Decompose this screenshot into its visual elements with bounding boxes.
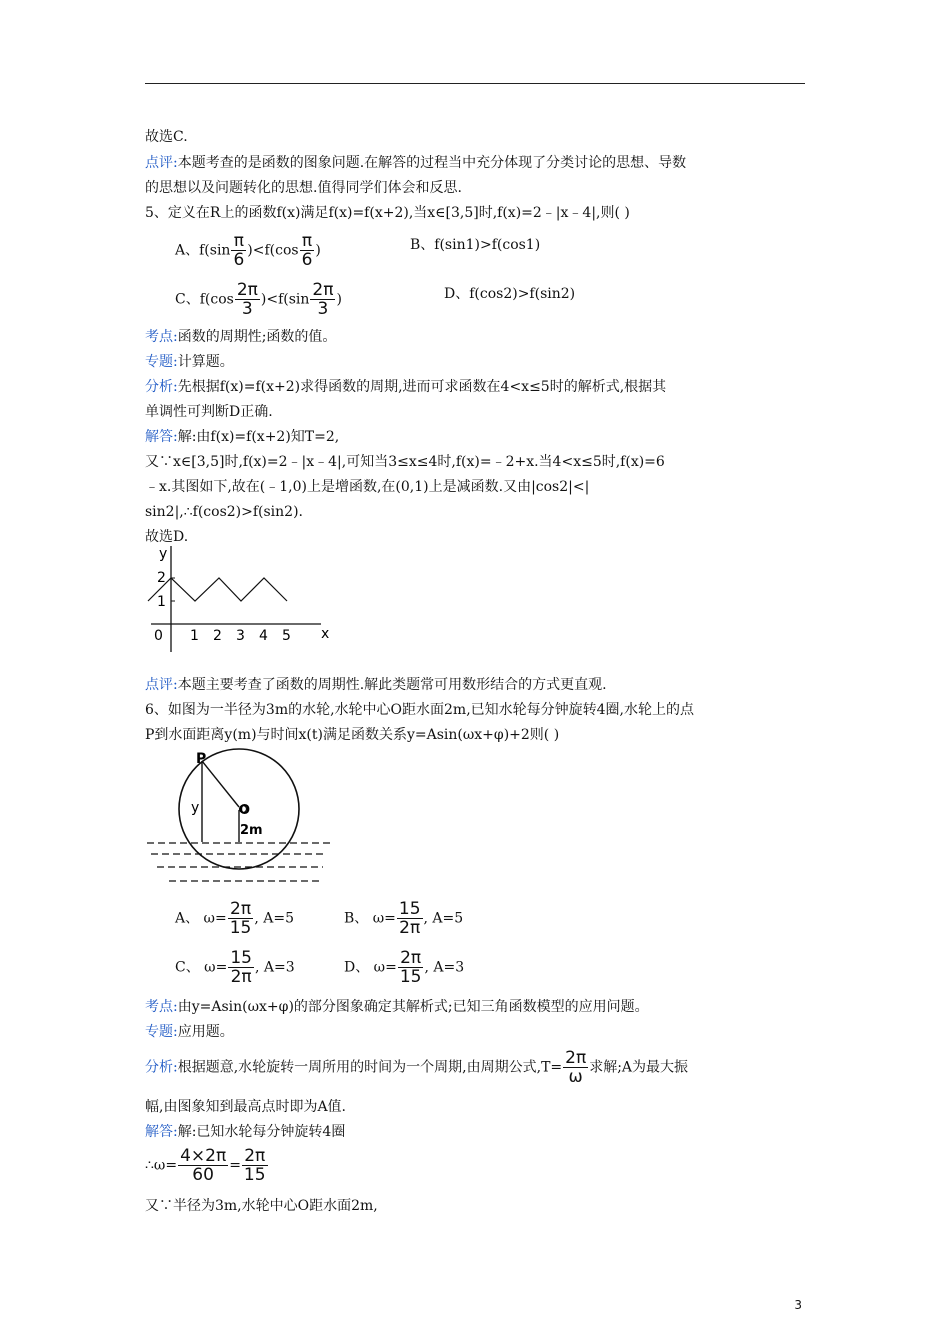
header-rule <box>145 83 805 84</box>
q5-guxuan-d: 故选D. <box>145 529 189 545</box>
comment-text: 本题考查的是函数的图象问题.在解答的过程当中充分体现了分类讨论的思想、导数 <box>177 155 687 171</box>
xtick-0: 0 <box>154 628 163 644</box>
q6-zhuanti: 专题:应用题。 <box>145 1024 234 1040</box>
label-jieda: 解答: <box>145 1124 178 1140</box>
line-comment-cont: 的思想以及问题转化的思想.值得同学们体会和反思. <box>145 180 462 196</box>
q6-option-a: A、 ω= $\frac{2\pi}{15}$ , A=5 <box>175 899 295 938</box>
q5-kaodian: 考点:函数的周期性;函数的值。 <box>145 329 337 345</box>
page-number: 3 <box>794 1298 802 1312</box>
ytick-1: 1 <box>157 594 166 610</box>
q5-jieda: 解答:解:由f(x)=f(x+2)知T=2, <box>145 429 340 445</box>
q5-option-b: B、f(sin1)>f(cos1) <box>410 237 541 253</box>
fraction-2pi-over-3: $\frac{2\pi}{3}$ <box>236 280 258 319</box>
q5-pingjia: 点评:本题主要考查了函数的周期性.解此类题常可用数形结合的方式更直观. <box>145 677 607 693</box>
label-dianping: 点评: <box>145 677 178 693</box>
label-fenxi: 分析: <box>145 379 178 395</box>
q5-option-a: A、f(sin $\frac{\pi}{6}$ )<f(cos $\frac{\pi}{6}$ ) <box>175 231 321 270</box>
function-curve <box>148 578 287 601</box>
q6-omega-calc: ∴ω= $\frac{4\times 2\pi}{60}$ = $\frac{2\pi}{15}$ <box>145 1146 266 1185</box>
label-zhuanti: 专题: <box>145 354 178 370</box>
question-6-cont: P到水面距离y(m)与时间x(t)满足函数关系y=Asin(ωx+φ)+2则( ) <box>145 727 560 743</box>
fraction-2pi-over-15: $\frac{2\pi}{15}$ <box>243 1146 266 1185</box>
radius-line <box>202 761 239 807</box>
question-6: 6、如图为一半径为3m的水轮,水轮中心O距水面2m,已知水轮每分钟旋转4圈,水轮上的点 <box>145 702 695 718</box>
periodic-function-graph <box>143 544 338 656</box>
fraction-2pi-over-15: $\frac{2\pi}{15}$ <box>399 948 422 987</box>
label-2m: 2m <box>240 823 263 838</box>
q6-option-c: C、 ω= $\frac{15}{2\pi}$ , A=3 <box>175 948 295 987</box>
line-comment <box>145 154 686 172</box>
fraction-pi-over-6: $\frac{\pi}{6}$ <box>233 231 245 270</box>
fraction-15-over-2pi: $\frac{15}{2\pi}$ <box>398 899 421 938</box>
q5-fenxi: 分析:先根据f(x)=f(x+2)求得函数的周期,进而可求函数在4<x≤5时的解析式,根据其 <box>145 379 667 395</box>
q5-jieda-line2: 又∵x∈[3,5]时,f(x)=2﹣|x﹣4|,可知当3≤x≤4时,f(x)=﹣2+x.当4<x≤5时,f(x)=6 <box>145 454 665 470</box>
label-jieda: 解答: <box>145 429 178 445</box>
q5-jieda-line4: sin2|,∴f(cos2)>f(sin2). <box>145 504 303 520</box>
water-wheel-diagram <box>143 744 335 889</box>
ytick-2: 2 <box>157 570 166 586</box>
q6-fenxi-cont: 幅,由图象知到最高点时即为A值. <box>145 1099 347 1115</box>
q5-option-d: D、f(cos2)>f(sin2) <box>444 286 576 302</box>
xtick-5: 5 <box>282 628 291 644</box>
label-p: P <box>196 751 207 767</box>
q5-jieda-line3: ﹣x.其图如下,故在(﹣1,0)上是增函数,在(0,1)上是减函数.又由|cos2|<| <box>145 479 590 495</box>
line-guxuan-c: 故选C. <box>145 129 188 145</box>
label-y: y <box>191 800 200 816</box>
label-kaodian: 考点: <box>145 999 178 1015</box>
q6-option-b: B、 ω= $\frac{15}{2\pi}$ , A=5 <box>344 899 464 938</box>
xtick-2: 2 <box>213 628 222 644</box>
q6-option-d: D、 ω= $\frac{2\pi}{15}$ , A=3 <box>344 948 465 987</box>
label-zhuanti: 专题: <box>145 1024 178 1040</box>
question-5: 5、定义在R上的函数f(x)满足f(x)=f(x+2),当x∈[3,5]时,f(x)=2﹣|x﹣4|,则( ) <box>145 205 630 221</box>
q5-fenxi-cont: 单调性可判断D正确. <box>145 404 273 420</box>
xtick-4: 4 <box>259 628 268 644</box>
q5-option-c: C、f(cos $\frac{2\pi}{3}$ )<f(sin $\frac{2\pi}{3}$ ) <box>175 280 342 319</box>
q6-last-line: 又∵半径为3m,水轮中心O距水面2m, <box>145 1198 378 1214</box>
label-kaodian: 考点: <box>145 329 178 345</box>
fraction-2pi-over-15: $\frac{2\pi}{15}$ <box>229 899 252 938</box>
fraction-2pi-over-3: $\frac{2\pi}{3}$ <box>312 280 334 319</box>
q6-kaodian: 考点:由y=Asin(ωx+φ)的部分图象确定其解析式;已知三角函数模型的应用问题。 <box>145 999 649 1015</box>
x-axis-label: x <box>321 626 330 642</box>
xtick-1: 1 <box>190 628 199 644</box>
q6-jieda: 解答:解:已知水轮每分钟旋转4圈 <box>145 1124 346 1140</box>
label-o: O <box>239 803 251 818</box>
q6-fenxi: 分析:根据题意,水轮旋转一周所用的时间为一个周期,由周期公式,T= $\frac{2\pi}{\omega}$ 求解;A为最大振 <box>145 1048 689 1087</box>
label-dianping: 点评: <box>145 155 178 171</box>
fraction-4x2pi-over-60: $\frac{4\times 2\pi}{60}$ <box>180 1146 227 1185</box>
y-axis-label: y <box>159 546 168 562</box>
fraction-2pi-over-omega: $\frac{2\pi}{\omega}$ <box>565 1048 587 1087</box>
fraction-pi-over-6: $\frac{\pi}{6}$ <box>301 231 313 270</box>
q5-zhuanti: 专题:计算题。 <box>145 354 234 370</box>
label-fenxi: 分析: <box>145 1059 178 1076</box>
xtick-3: 3 <box>236 628 245 644</box>
fraction-15-over-2pi: $\frac{15}{2\pi}$ <box>230 948 252 987</box>
